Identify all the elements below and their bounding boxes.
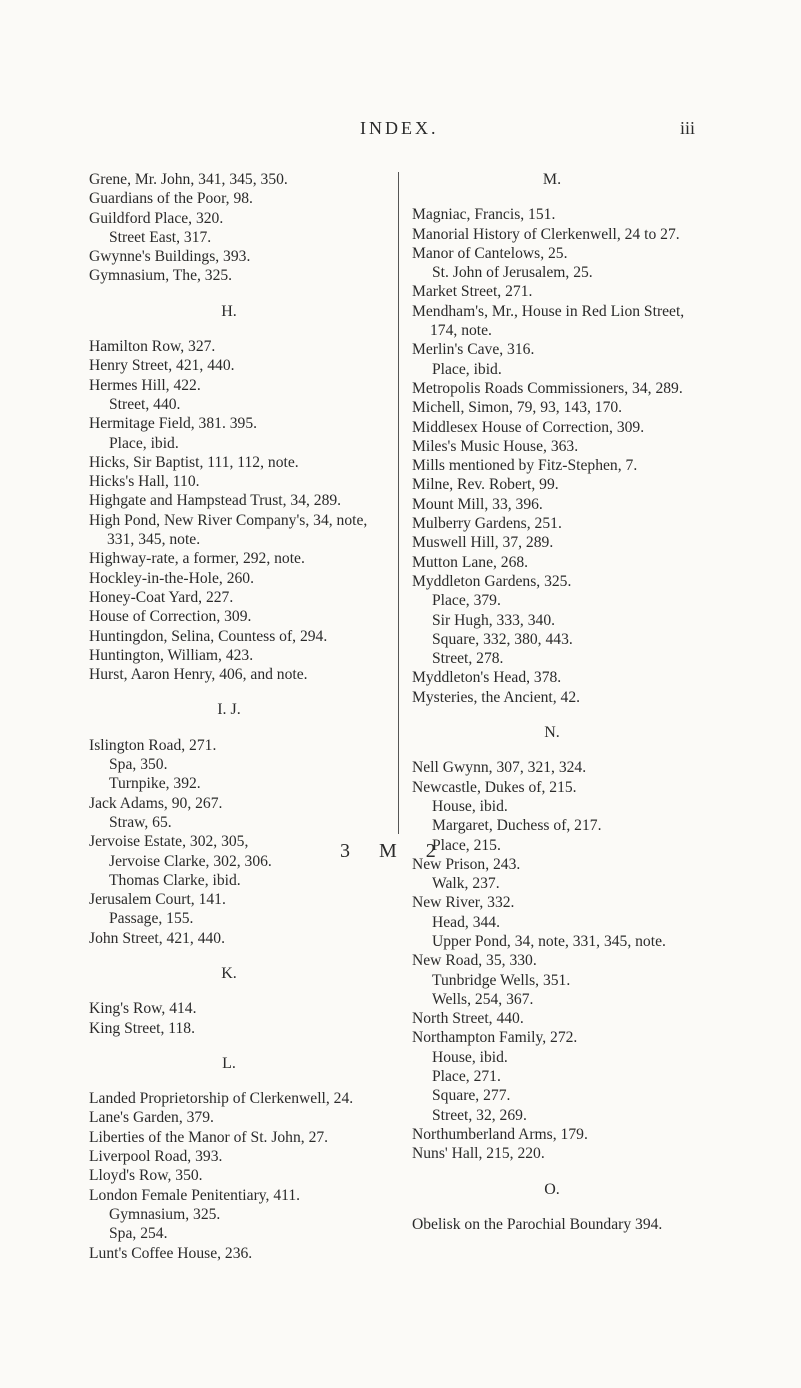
- index-subentry: Tunbridge Wells, 351.: [432, 971, 571, 989]
- index-entry: Miles's Music House, 363.: [412, 437, 579, 455]
- index-entry: Hicks's Hall, 110.: [89, 473, 200, 491]
- index-subentry: Straw, 65.: [109, 813, 172, 831]
- index-entry: John Street, 421, 440.: [89, 929, 226, 947]
- index-subentry: Upper Pond, 34, note, 331, 345, note.: [432, 932, 666, 950]
- index-entry: Mount Mill, 33, 396.: [412, 495, 543, 513]
- index-entry: Mutton Lane, 268.: [412, 553, 529, 571]
- index-entry: Hockley-in-the-Hole, 260.: [89, 569, 254, 587]
- index-entry: New Road, 35, 330.: [412, 952, 537, 970]
- section-heading: M.: [542, 171, 562, 188]
- page-number: iii: [680, 118, 696, 138]
- index-entry: Lloyd's Row, 350.: [89, 1167, 203, 1185]
- index-entry: Liberties of the Manor of St. John, 27.: [89, 1128, 329, 1146]
- index-entry: Guildford Place, 320.: [89, 209, 224, 227]
- index-entry: Honey-Coat Yard, 227.: [89, 588, 234, 606]
- index-entry: King Street, 118.: [89, 1019, 195, 1037]
- index-subentry: St. John of Jerusalem, 25.: [432, 264, 593, 282]
- index-subentry: Jervoise Clarke, 302, 306.: [109, 852, 272, 870]
- index-entry: Middlesex House of Correction, 309.: [412, 418, 645, 436]
- index-entry: Hermes Hill, 422.: [89, 376, 201, 394]
- index-entry: Hicks, Sir Baptist, 111, 112, note.: [89, 453, 299, 471]
- index-entry: Lane's Garden, 379.: [89, 1109, 214, 1127]
- index-entry: Market Street, 271.: [412, 283, 533, 301]
- left-index-column: [89, 170, 389, 1263]
- index-entry: Obelisk on the Parochial Boundary 394.: [412, 1215, 663, 1233]
- index-subentry: Place, ibid.: [109, 434, 179, 452]
- index-entry: Hamilton Row, 327.: [89, 338, 216, 356]
- column-divider: [398, 172, 399, 834]
- right-index-column: [412, 170, 712, 1234]
- index-subentry: House, ibid.: [432, 1048, 508, 1066]
- index-subentry: Square, 277.: [432, 1087, 511, 1105]
- index-entry: Islington Road, 271.: [89, 736, 217, 754]
- index-entry: Newcastle, Dukes of, 215.: [412, 778, 577, 796]
- index-entry: King's Row, 414.: [89, 1000, 197, 1018]
- index-entry: Mills mentioned by Fitz-Stephen, 7.: [412, 457, 638, 475]
- index-subentry: Street, 278.: [432, 650, 504, 668]
- index-subentry: Square, 332, 380, 443.: [432, 630, 573, 648]
- index-entry: Nell Gwynn, 307, 321, 324.: [412, 759, 587, 777]
- index-entry: Metropolis Roads Commissioners, 34, 289.: [412, 379, 683, 397]
- index-entry: Henry Street, 421, 440.: [89, 357, 235, 375]
- index-entry: Jerusalem Court, 141.: [89, 891, 226, 909]
- index-subentry: Street, 32, 269.: [432, 1106, 527, 1124]
- section-heading: O.: [544, 1180, 560, 1198]
- index-entry: Manor of Cantelows, 25.: [412, 244, 568, 262]
- index-entry: Highway-rate, a former, 292, note.: [89, 550, 305, 568]
- index-entry: Grene, Mr. John, 341, 345, 350.: [89, 171, 288, 188]
- index-subentry: Sir Hugh, 333, 340.: [432, 611, 556, 629]
- index-entry: Hermitage Field, 381. 395.: [89, 415, 258, 433]
- index-entry: Northampton Family, 272.: [412, 1029, 578, 1047]
- index-entry: Gwynne's Buildings, 393.: [89, 248, 251, 266]
- index-entry: Myddleton's Head, 378.: [412, 669, 562, 687]
- index-entry: Northumberland Arms, 179.: [412, 1125, 588, 1143]
- index-subentry: Place, 271.: [432, 1068, 501, 1086]
- index-subentry: Turnpike, 392.: [109, 775, 201, 793]
- index-entry: Huntingdon, Selina, Countess of, 294.: [89, 627, 328, 645]
- index-entry: Liverpool Road, 393.: [89, 1148, 223, 1166]
- index-subentry: Place, 215.: [432, 836, 501, 854]
- index-subentry: Place, ibid.: [432, 360, 502, 378]
- index-entry: London Female Penitentiary, 411.: [89, 1186, 301, 1204]
- index-entry: New River, 332.: [412, 894, 515, 912]
- index-subentry: Passage, 155.: [109, 910, 194, 928]
- index-entry: Huntington, William, 423.: [89, 646, 254, 664]
- index-entry: Highgate and Hampstead Trust, 34, 289.: [89, 492, 342, 510]
- index-subentry: Thomas Clarke, ibid.: [109, 871, 241, 889]
- index-entry: Lunt's Coffee House, 236.: [89, 1244, 253, 1262]
- index-entry: Gymnasium, The, 325.: [89, 267, 233, 285]
- index-entry: Muswell Hill, 37, 289.: [412, 534, 554, 552]
- section-heading: K.: [221, 964, 237, 982]
- section-heading: L.: [222, 1054, 236, 1072]
- index-subentry: Head, 344.: [432, 913, 500, 931]
- index-subentry: Wells, 254, 367.: [432, 990, 534, 1008]
- index-subentry: Place, 379.: [432, 592, 501, 610]
- index-entry: Manorial History of Clerkenwell, 24 to 27.: [412, 225, 680, 243]
- index-subentry: Spa, 254.: [109, 1225, 168, 1243]
- index-subentry: Street East, 317.: [109, 228, 212, 246]
- index-subentry: Walk, 237.: [432, 875, 500, 893]
- section-heading: I. J.: [217, 701, 241, 719]
- index-entry: Mysteries, the Ancient, 42.: [412, 688, 581, 706]
- index-entry: Myddleton Gardens, 325.: [412, 572, 572, 590]
- index-entry: Magniac, Francis, 151.: [412, 206, 556, 224]
- index-entry: Jack Adams, 90, 267.: [89, 794, 223, 812]
- index-entry: Jervoise Estate, 302, 305,: [89, 833, 249, 851]
- index-subentry: House, ibid.: [432, 797, 508, 815]
- index-entry: Michell, Simon, 79, 93, 143, 170.: [412, 399, 623, 417]
- index-entry: Landed Proprietorship of Clerkenwell, 24.: [89, 1090, 354, 1108]
- index-entry: Merlin's Cave, 316.: [412, 341, 535, 359]
- section-heading: H.: [221, 302, 237, 320]
- index-subentry: Spa, 350.: [109, 756, 168, 774]
- index-entry: Mulberry Gardens, 251.: [412, 515, 562, 533]
- index-subentry: Gymnasium, 325.: [109, 1205, 221, 1223]
- index-entry: High Pond, New River Company's, 34, note, 331, 345, note.: [89, 511, 368, 549]
- section-heading: N.: [544, 724, 560, 742]
- running-head: [0, 118, 801, 142]
- running-title: INDEX.: [360, 118, 439, 138]
- index-entry: New Prison, 243.: [412, 855, 521, 873]
- index-entry: Nuns' Hall, 215, 220.: [412, 1145, 545, 1163]
- index-entry: House of Correction, 309.: [89, 608, 252, 626]
- printer-signature: 3 M 2: [340, 840, 448, 862]
- index-entry: Guardians of the Poor, 98.: [89, 190, 253, 208]
- index-entry: Hurst, Aaron Henry, 406, and note.: [89, 666, 308, 684]
- index-subentry: Margaret, Duchess of, 217.: [432, 817, 602, 835]
- index-entry: Milne, Rev. Robert, 99.: [412, 476, 559, 494]
- index-subentry: Street, 440.: [109, 395, 181, 413]
- index-entry: North Street, 440.: [412, 1010, 524, 1028]
- index-entry: Mendham's, Mr., House in Red Lion Street, 174, note.: [412, 302, 685, 340]
